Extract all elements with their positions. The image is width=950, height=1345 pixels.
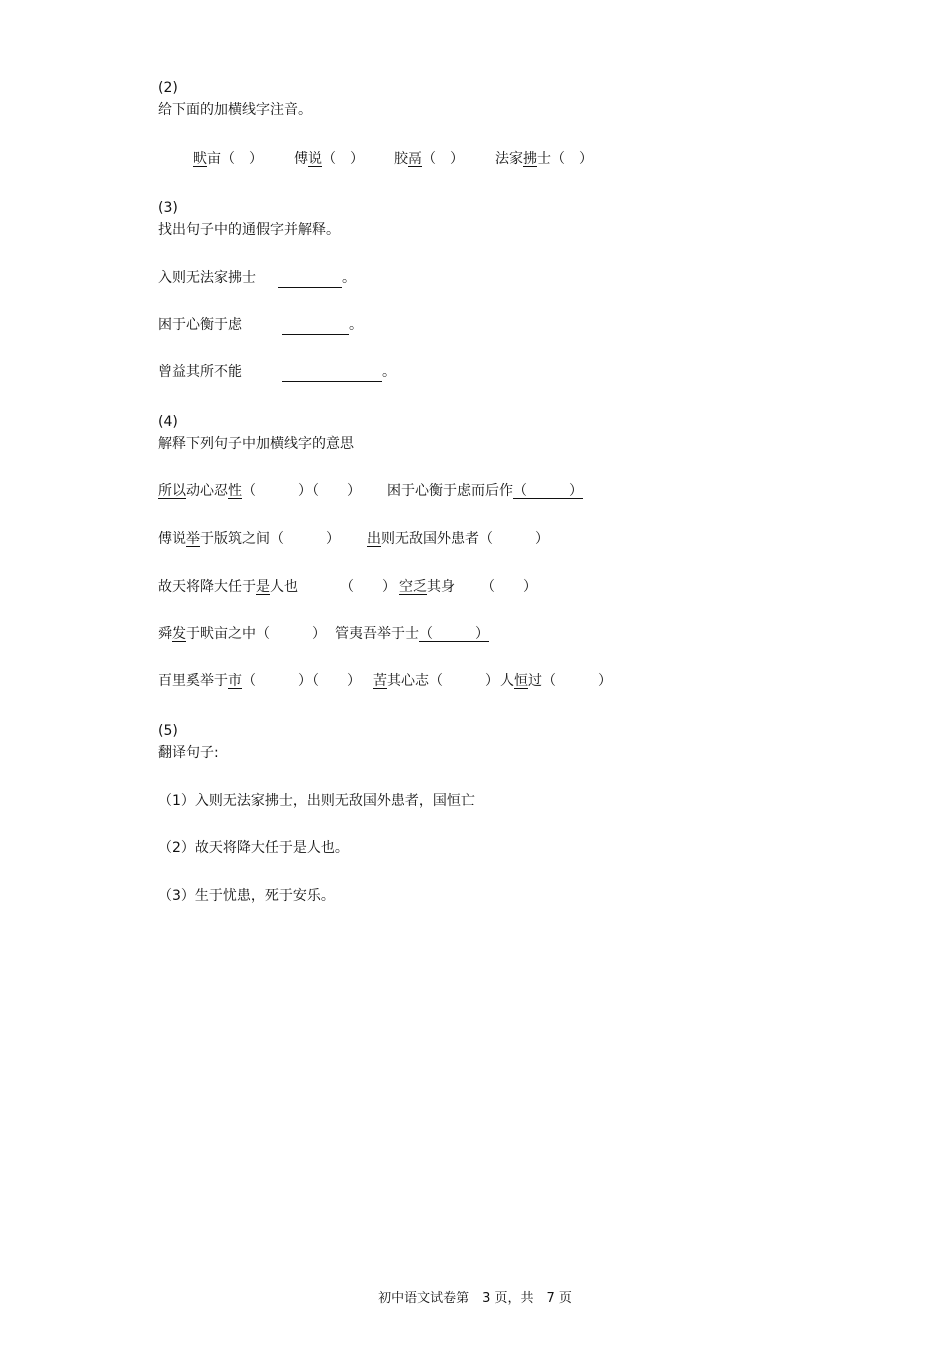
pinyin-item: 畎亩（ ）	[193, 151, 263, 167]
answer-paren: （ ）	[422, 151, 464, 167]
question-prompt: 解释下列句子中加横线字的意思	[158, 436, 354, 452]
underlined-char: 畎	[193, 151, 207, 167]
sentence-line: 管夷吾举于士（ ）	[335, 626, 489, 642]
answer-paren: （ ）	[322, 151, 364, 167]
question-number: (5)	[158, 723, 178, 739]
translation-item: （3）生于忧患，死于安乐。	[158, 888, 335, 904]
answer-paren: （ ）	[419, 626, 489, 642]
sentence-line: 空乏其身	[399, 579, 455, 595]
answer-paren: （ ）（ ）	[242, 483, 361, 499]
question-number: (3)	[158, 200, 178, 216]
answer-blank[interactable]	[278, 271, 342, 288]
question-prompt: 找出句子中的通假字并解释。	[158, 222, 340, 238]
sentence-line: 出则无敌国外患者（ ）	[367, 531, 549, 547]
answer-paren: （ ）	[479, 531, 549, 547]
answer-paren: （ ）	[542, 673, 612, 689]
sentence-line: 所以动心忍性（ ）（ ）	[158, 483, 361, 499]
question-prompt: 给下面的加横线字注音。	[158, 102, 312, 118]
answer-paren: （ ）（ ）	[242, 673, 361, 689]
sentence-line: 苦其心志（ ）	[373, 673, 499, 689]
pinyin-item: 胶鬲（ ）	[394, 151, 464, 167]
answer-paren: （ ）	[270, 531, 340, 547]
underlined-char: 拂	[523, 151, 537, 167]
page-footer: 初中语文试卷第 3 页，共 7 页	[378, 1291, 572, 1306]
answer-paren: （ ）	[429, 673, 499, 689]
answer-paren: （ ）	[551, 151, 593, 167]
sentence-line: 舜发于畎亩之中（ ）	[158, 626, 326, 642]
underlined-char: 鬲	[408, 151, 422, 167]
sentence-line: 故天将降大任于是人也	[158, 579, 298, 595]
question-number: (2)	[158, 80, 178, 96]
answer-paren: （ ）	[221, 151, 263, 167]
sentence-line: 曾益其所不能 。	[158, 364, 396, 380]
underlined-char: 说	[308, 151, 322, 167]
sentence-line: 百里奚举于市（ ）（ ）	[158, 673, 361, 689]
answer-paren: （ ）	[256, 626, 326, 642]
answer-blank[interactable]	[282, 318, 349, 335]
answer-blank[interactable]	[282, 365, 382, 382]
sentence-line: 入则无法家拂士 。	[158, 270, 356, 286]
answer-paren: （ ）	[513, 483, 583, 499]
answer-paren: （ ）	[481, 579, 537, 595]
translation-item: （1）入则无法家拂士，出则无敌国外患者，国恒亡	[158, 793, 475, 809]
sentence-line: 人恒过（ ）	[500, 673, 612, 689]
question-prompt: 翻译句子:	[158, 745, 219, 761]
pinyin-item: 法家拂士（ ）	[495, 151, 593, 167]
question-number: (4)	[158, 414, 178, 430]
pinyin-item: 傅说（ ）	[294, 151, 364, 167]
sentence-line: 困于心衡于虑而后作（ ）	[387, 483, 583, 499]
translation-item: （2）故天将降大任于是人也。	[158, 840, 349, 856]
sentence-line: 困于心衡于虑 。	[158, 317, 363, 333]
sentence-line: 傅说举于版筑之间（ ）	[158, 531, 340, 547]
answer-paren: （ ）	[340, 579, 396, 595]
